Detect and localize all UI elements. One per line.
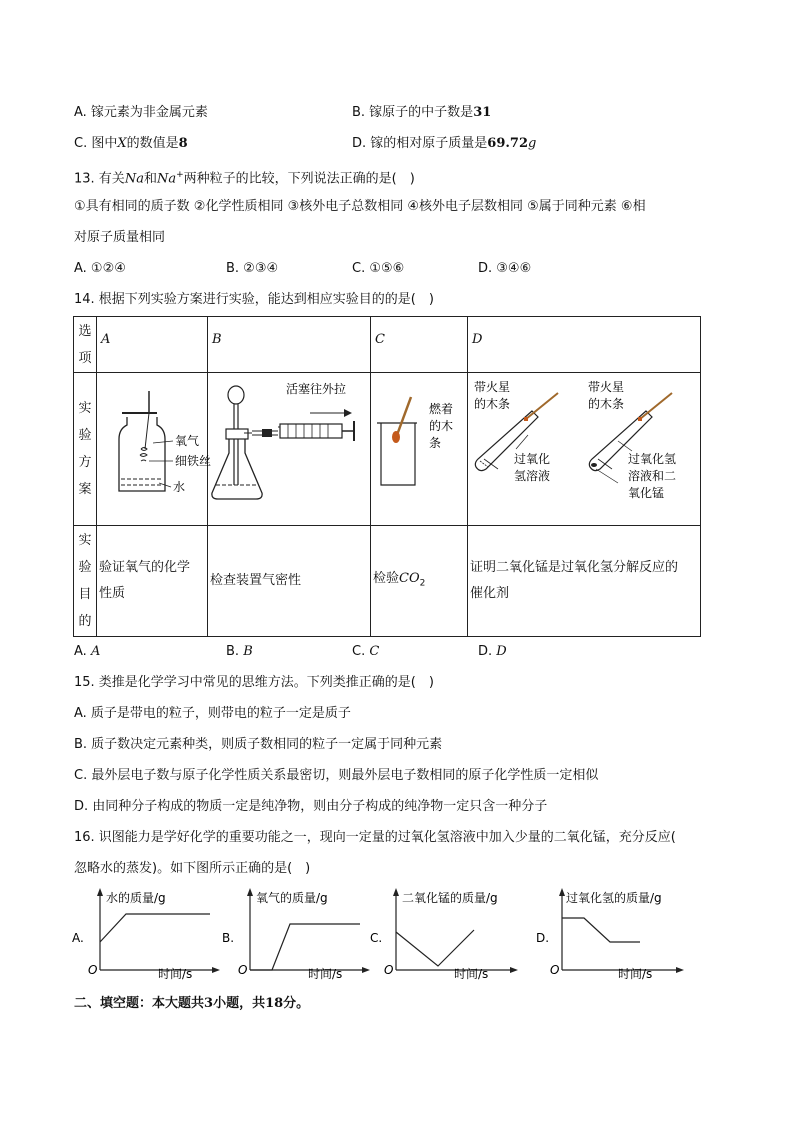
graph-c-letter: C. xyxy=(370,931,383,945)
header-b: B xyxy=(208,317,371,373)
q15-option-d: D. 由同种分子构成的物质一定是纯净物，则由分子构成的纯净物一定只含一种分子 xyxy=(74,799,548,814)
q12-option-c: C. 图中X的数值是8 xyxy=(74,136,188,151)
purpose-d-line1: 证明二氧化锰是过氧化氢分解反应的 xyxy=(470,560,679,575)
q13-items-line2: 对原子质量相同 xyxy=(74,230,166,245)
label-burning-1: 燃着 xyxy=(429,402,454,416)
diagram-c-cell xyxy=(371,373,468,526)
q14-stem: 14. 根据下列实验方案进行实验，能达到相应实验目的的是( ) xyxy=(74,292,434,307)
header-a: A xyxy=(97,317,208,373)
label-d-right-stick-1: 带火星 xyxy=(588,380,625,394)
q16-graph-a xyxy=(70,886,220,986)
graph-a-letter: A. xyxy=(72,931,84,945)
graph-d-letter: D. xyxy=(536,931,550,945)
q14-option-d: D. D xyxy=(478,644,507,659)
graph-d-origin: O xyxy=(550,963,560,977)
scheme-label-text: 实验方案 xyxy=(78,401,92,497)
diagram-b-airtightness xyxy=(208,373,366,521)
label-d-right-solution-3: 氧化锰 xyxy=(628,486,665,500)
q16-graph-d xyxy=(534,886,684,986)
label-d-left-stick-2: 的木条 xyxy=(474,397,511,411)
option-header-text: 选项 xyxy=(78,323,92,366)
q14-experiment-table xyxy=(73,316,701,637)
purpose-c-formula: CO xyxy=(399,570,420,586)
graph-a-ylabel: 水的质量/g xyxy=(106,891,166,905)
q13-option-d: D. ③④⑥ xyxy=(478,261,532,276)
section-2-heading: 二、填空题：本大题共3小题，共18分。 xyxy=(74,996,310,1011)
q13-items-line1: ①具有相同的质子数 ②化学性质相同 ③核外电子总数相同 ④核外电子层数相同 ⑤属于同种元素 ⑥相 xyxy=(74,199,646,214)
header-d: D xyxy=(468,317,701,373)
header-c: C xyxy=(371,317,468,373)
graph-c-origin: O xyxy=(384,963,394,977)
purpose-c-subscript: 2 xyxy=(419,578,426,589)
row-label-scheme xyxy=(74,373,97,526)
diagram-c-burning-stick xyxy=(371,373,463,521)
q12-option-d: D. 镓的相对原子质量是69.72g xyxy=(352,136,537,151)
q16-stem-line2: 忽略水的蒸发)。如下图所示正确的是( ) xyxy=(74,861,311,876)
graph-d-xlabel: 时间/s xyxy=(618,967,653,981)
q13-option-a: A. ①②④ xyxy=(74,261,126,276)
purpose-d xyxy=(468,526,701,637)
label-oxygen: 氧气 xyxy=(175,434,200,448)
purpose-d-line2: 催化剂 xyxy=(470,586,510,601)
label-d-left-stick-1: 带火星 xyxy=(474,380,511,394)
label-d-right-solution-2: 溶液和二 xyxy=(628,469,677,483)
label-burning-2: 的木 xyxy=(429,419,454,433)
q15-option-b: B. 质子数决定元素种类，则质子数相同的粒子一定属于同种元素 xyxy=(74,737,443,752)
diagram-d-cell xyxy=(468,373,701,526)
graph-b-origin: O xyxy=(238,963,248,977)
label-d-left-solution-1: 过氧化 xyxy=(514,452,551,466)
q16-graph-c xyxy=(368,886,518,986)
q16-graph-b xyxy=(220,886,370,986)
q16-stem-line1: 16. 识图能力是学好化学的重要功能之一，现向一定量的过氧化氢溶液中加入少量的二氧化锰，充分反应( xyxy=(74,830,676,845)
label-piston-pull: 活塞往外拉 xyxy=(286,382,347,396)
q12-option-b: B. 镓原子的中子数是31 xyxy=(352,105,492,120)
diagram-b-cell xyxy=(208,373,371,526)
label-iron-wire: 细铁丝 xyxy=(175,454,212,468)
diagram-a-cell xyxy=(97,373,212,526)
purpose-c-text: 检验 xyxy=(373,570,400,586)
graph-b-ylabel: 氧气的质量/g xyxy=(256,891,328,905)
label-d-right-solution-1: 过氧化氢 xyxy=(628,452,677,466)
table-header-option xyxy=(74,317,97,373)
diagram-d-catalyst xyxy=(468,373,696,521)
q14-option-a: A. A xyxy=(74,644,101,659)
q15-option-c: C. 最外层电子数与原子化学性质关系最密切，则最外层电子数相同的原子化学性质一定相似 xyxy=(74,768,599,783)
graph-b-letter: B. xyxy=(222,931,235,945)
label-d-left-solution-2: 氢溶液 xyxy=(514,469,551,483)
row-label-purpose xyxy=(74,526,97,637)
q14-option-b: B. B xyxy=(226,644,253,659)
q13-stem: 13. 有关Na和Na+两种粒子的比较，下列说法正确的是( ) xyxy=(74,170,415,187)
q15-option-a: A. 质子是带电的粒子，则带电的粒子一定是质子 xyxy=(74,706,351,721)
graph-c-ylabel: 二氧化锰的质量/g xyxy=(402,891,498,905)
graph-a-origin: O xyxy=(88,963,98,977)
q14-option-c: C. C xyxy=(352,644,380,659)
purpose-a-line2: 性质 xyxy=(99,586,126,601)
purpose-b: 检查装置气密性 xyxy=(208,526,371,637)
q13-option-c: C. ①⑤⑥ xyxy=(352,261,405,276)
label-burning-3: 条 xyxy=(429,436,442,450)
label-d-right-stick-2: 的木条 xyxy=(588,397,625,411)
q13-option-b: B. ②③④ xyxy=(226,261,279,276)
label-water: 水 xyxy=(173,480,186,494)
q15-stem: 15. 类推是化学学习中常见的思维方法。下列类推正确的是( ) xyxy=(74,675,434,690)
purpose-label-text: 实验目的 xyxy=(78,533,92,629)
purpose-a-line1: 验证氧气的化学 xyxy=(99,560,191,575)
diagram-a-iron-burning xyxy=(97,373,212,521)
graph-d-ylabel: 过氧化氢的质量/g xyxy=(566,891,662,905)
graph-b-xlabel: 时间/s xyxy=(308,967,343,981)
purpose-c xyxy=(371,526,468,637)
purpose-a xyxy=(97,526,208,637)
graph-a-xlabel: 时间/s xyxy=(158,967,193,981)
graph-c-xlabel: 时间/s xyxy=(454,967,489,981)
q12-option-a: A. 镓元素为非金属元素 xyxy=(74,105,208,120)
